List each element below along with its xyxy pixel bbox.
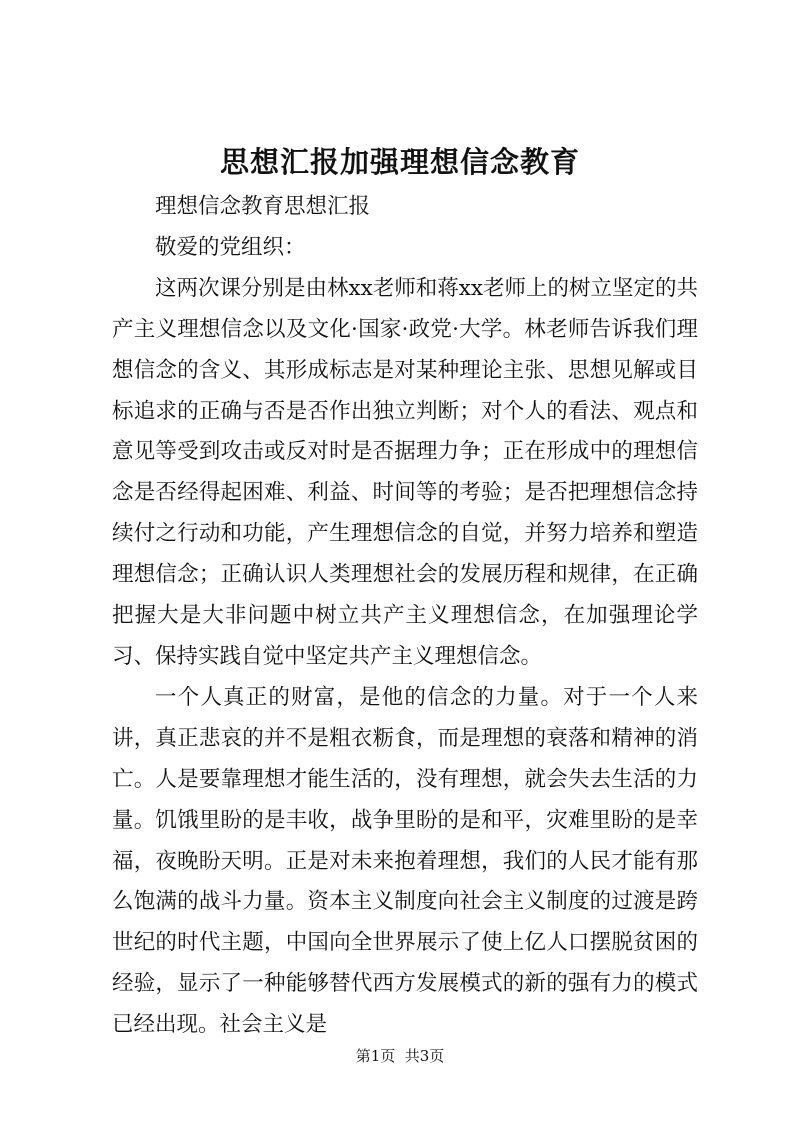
- document-title: 思想汇报加强理想信念教育: [219, 145, 580, 179]
- page-footer: [0, 1046, 800, 1066]
- body-paragraph-2: 一个人真正的财富，是他的信念的力量。对于一个人来讲，真正悲哀的并不是粗衣粝食，而是理想的衰落和精神的消亡。人是要靠理想才能生活的，没有理想，就会失去生活的力量。饥饿里盼的是丰收，战争里盼的是和平，灾难里盼的是幸福，夜晚盼天明。正是对未来抱着理想，我们的人民才能有那么饱满的战斗力量。资本主义制度向社会主义制度的过渡是跨世纪的时代主题，中国向全世界展示了使上亿人口摆脱贫困的经验，显示了一种能够替代西方发展模式的新的强有力的模式已经出现。社会主义是: [112, 684, 698, 1038]
- page-number-label: 第1页 共3页: [355, 1047, 445, 1065]
- subtitle-line: 理想信念教育思想汇报: [155, 194, 371, 219]
- salutation-line: 敬爱的党组织：: [155, 234, 306, 260]
- document-body: [112, 187, 698, 1046]
- body-paragraph-1: 这两次课分别是由林xx老师和蒋xx老师上的树立坚定的共产主义理想信念以及文化·国家·政党·大学。林老师告诉我们理想信念的含义、其形成标志是对某种理论主张、思想见解或目标追求的正确与否是否作出独立判断；对个人的看法、观点和意见等受到攻击或反对时是否据理力争；正在形成中的理想信念是否经得起困难、利益、时间等的考验；是否把理想信念持续付之行动和功能，产生理想信念的自觉，并努力培养和塑造理想信念；正确认识人类理想社会的发展历程和规律，在正确把握大是大非问题中树立共产主义理想信念，在加强理论学习、保持实践自觉中坚定共产主义理想信念。: [112, 275, 699, 669]
